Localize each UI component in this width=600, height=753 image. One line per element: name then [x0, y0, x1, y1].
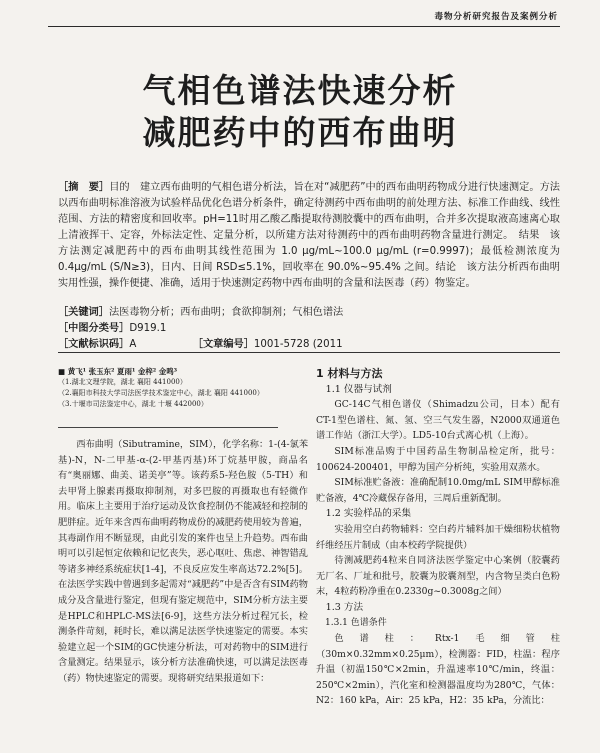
- section-1-3-1-para: 色谱柱：Rtx-1毛细管柱（30m×0.32mm×0.25μm），检测器：FID，柱温：程序升温（初温150℃×2min，升温速率10℃/min，终温：250℃×2min），汽化室和检测器温度均为280℃，气体：N2：160 kPa，Air：25 kPa，H2：35 kPa，分流比：: [316, 633, 560, 707]
- section-1-3-1-heading: 1.3.1 色谱条件: [325, 617, 387, 628]
- clc-value: D919.1: [129, 323, 167, 334]
- author-rule: [58, 427, 278, 428]
- author-names: ■ 黄飞¹ 张玉东² 夏雨¹ 金梓² 金鸣³: [58, 367, 178, 376]
- title-line-1: 气相色谱法快速分析: [142, 71, 458, 110]
- section-1-1-para-2: SIM标准品购于中国药品生物制品检定所，批号：100624-200401，甲醇为国产分析纯，实验用双蒸水。: [316, 445, 560, 473]
- abstract-label: ［摘 要］: [58, 182, 110, 193]
- abstract-text: 目的 建立西布曲明的气相色谱分析法，旨在对“减肥药”中的西布曲明药物成分进行快速测定。方法 以西布曲明标准溶液为试验样品优化色谱分析条件，确定待测药中西布曲明的前处理方法、标准工作曲线、线性范围、方法的精密度和回收率。pH=11时用乙酸乙酯提取待测胶囊中的西布曲明，合并多次提取液高速离心取上清液挥干、定容，外标法定性、定量分析，以所建方法对待测药中的西布曲明药物含量进行测定。 结果 该方法测定减肥药中的西布曲明其线性范围为 1.0 μg/mL~100.0 μg/mL (r=0.9997)；最低检测浓度为 0.4μg/mL (S/N≥3)，日内、日间 RSD≤5.1%，回收率在 90.0%~95.4% 之间。结论 该方法分析西布曲明实用性强，操作便捷、准确，适用于快速测定药物中西布曲明的含量和法医毒（药）物鉴定。: [58, 182, 571, 289]
- doc-code-label: ［文献标识码］: [58, 339, 130, 350]
- intro-paragraph: 西布曲明（Sibutramine，SIM），化学名称：1-(4-氯苯基)-N，N-二甲基-α-(2-甲基丙基)环丁烷基甲胺，商品名有“奥丽娜、曲美、诺美亭”等。该药系5-羟色胺（5-TH）和去甲肾上腺素再摄取抑制剂，对多巴胺的再摄取也有轻微作用。临床上主要用于治疗运动及饮食控制仍不能减轻和控制的肥胖症。近年来含西布曲明药物成份的减肥药使用较为普遍，其毒副作用不断显现，由此引发的案件也呈上升趋势。西布曲明可以引起恒定依赖和记忆丧失，恶心呕吐、焦虑、神智错乱等诸多神经系统症状[1-4]，不良反应发生率高达72.2%[5]。在法医学实践中曾遇到多起需对“减肥药”中是否含有SIM药物成分及含量进行鉴定，但现有鉴定规范中，SIM分析方法主要是HPLC和HPLC-MS法[6-9]，这些方法分析过程冗长，检测条件苛刻，耗时长，难以满足法医学快速鉴定的需要。本实验建立起一个SIM的GC快速分析法，可对药物中的SIM进行含量测定。结果显示，该分析方法准确快速，可以满足法医毒（药）物快速鉴定的需要。现将研究结果报道如下：: [58, 439, 309, 684]
- section-1-2-para-2: 待测减肥药4粒来自同济法医学鉴定中心案例（胶囊药无厂名、厂址和批号，胶囊为胶囊剂型，内含物呈类白色粉末，4粒药粉净重在0.2330g~0.3008g之间）: [316, 555, 560, 598]
- section-1-1-para-1: GC-14C气相色谱仪（Shimadzu公司，日本）配有CT-1型色谱柱、氮、氢、空三气发生器，N2000双通道色谱工作站（浙江大学）。LD5-10台式离心机（上海）。: [316, 399, 560, 442]
- keywords-label: ［关键词］: [58, 307, 109, 318]
- section-1-1-para-3: SIM标准贮备液：准确配制10.0mg/mL SIM甲醇标准贮备液，4℃冷藏保存备用，三周后重新配制。: [316, 477, 560, 504]
- title-line-2: 减肥药中的西布曲明: [142, 113, 458, 152]
- doc-code-line: [58, 335, 343, 350]
- left-column: [58, 437, 308, 687]
- section-1-2-heading: 1.2 实验样品的采集: [325, 508, 412, 520]
- keywords: [58, 303, 343, 318]
- section-1-3-heading: 1.3 方法: [325, 601, 364, 613]
- running-head: 毒物分析研究报告及案例分析: [434, 12, 558, 22]
- article-no-label: ［文章编号］: [192, 339, 254, 350]
- clc-label: ［中图分类号］: [58, 323, 130, 334]
- affiliation-2: （2.襄阳市科技大学司法医学技术鉴定中心，湖北 襄阳 441000）: [58, 389, 264, 397]
- article-no-value: 1001-5728 (2011: [253, 339, 343, 350]
- abstract: [58, 180, 571, 292]
- section-1-1-heading: 1.1 仪器与试剂: [325, 383, 392, 395]
- section-1-2-para-1: 实验用空白药物辅料：空白药片辅料加干燥细粉状植物纤维经压片制成（由本校药学院提供）: [316, 523, 560, 551]
- section-1-heading: 1 材料与方法: [316, 367, 383, 380]
- doc-code-value: A: [129, 339, 137, 350]
- keywords-text: 法医毒物分析；西布曲明；食欲抑制剂；气相色谱法: [108, 307, 344, 318]
- clc-line: [58, 319, 166, 334]
- affiliation-1: （1.湖北文理学院，湖北 襄阳 441000）: [58, 378, 187, 386]
- right-column: [316, 366, 560, 709]
- author-block: [58, 366, 298, 410]
- header-rule: [48, 26, 560, 27]
- abstract-rule: [58, 352, 560, 353]
- affiliation-3: （3.十堰市司法鉴定中心，湖北 十堰 442000）: [58, 400, 208, 408]
